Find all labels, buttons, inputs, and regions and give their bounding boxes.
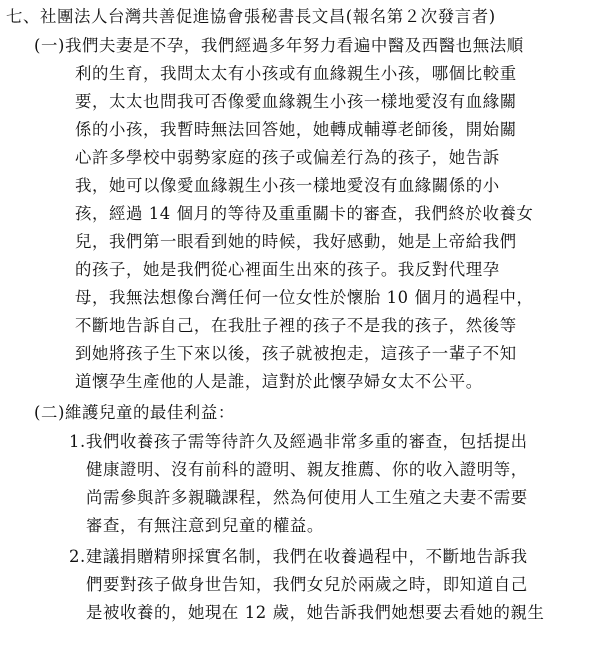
section-1-line-7: 孩，經過 14 個月的等待及重重關卡的審查，我們終於收養女 xyxy=(75,204,534,223)
section-1-line-2: 利的生育，我問太太有小孩或有血緣親生小孩，哪個比較重 xyxy=(75,64,517,83)
section-2-marker: (二) xyxy=(34,403,65,422)
item-2-line-3: 是被收養的，她現在 12 歲，她告訴我們她想要去看她的親生 xyxy=(86,603,545,622)
section-1-line-8: 兒，我們第一眼看到她的時候，我好感動，她是上帝給我們 xyxy=(75,232,517,251)
item-2-number: 2. xyxy=(69,547,86,566)
section-heading: 七、社團法人台灣共善促進協會張秘書長文昌(報名第２次發言者) xyxy=(6,7,496,26)
section-1-line-3: 要，太太也問我可否像愛血緣親生小孩一樣地愛沒有血緣關 xyxy=(75,92,517,111)
section-1-line-10: 母，我無法想像台灣任何一位女性於懷胎 10 個月的過程中， xyxy=(75,288,534,307)
item-1-line-1: 1.我們收養孩子需等待許久及經過非常多重的審查，包括提出 xyxy=(69,432,528,451)
item-1-line-4: 審查，有無注意到兒童的權益。 xyxy=(86,516,324,535)
section-1-line-12: 到她將孩子生下來以後，孩子就被抱走，這孩子一輩子不知 xyxy=(75,344,517,363)
section-1-line-9: 的孩子，她是我們從心裡面生出來的孩子。我反對代理孕 xyxy=(75,260,500,279)
section-1-line-11: 不斷地告訴自己，在我肚子裡的孩子不是我的孩子，然後等 xyxy=(75,316,517,335)
item-2-line-1: 2.建議捐贈精卵採實名制，我們在收養過程中，不斷地告訴我 xyxy=(69,547,528,566)
section-2-title: (二)維護兒童的最佳利益： xyxy=(34,403,235,422)
section-1-marker: (一) xyxy=(34,36,65,55)
section-1-line-1: (一)我們夫妻是不孕，我們經過多年努力看遍中醫及西醫也無法順 xyxy=(34,36,524,55)
section-1-line-5: 心許多學校中弱勢家庭的孩子或偏差行為的孩子，她告訴 xyxy=(75,148,500,167)
item-2-line-2: 們要對孩子做身世告知，我們女兒於兩歲之時，即知道自己 xyxy=(86,575,528,594)
section-1-line-13: 道懷孕生產他的人是誰，這對於此懷孕婦女太不公平。 xyxy=(75,372,483,391)
item-1-line-3: 尚需參與許多親職課程，然為何使用人工生殖之夫妻不需要 xyxy=(86,488,528,507)
section-1-line-4: 係的小孩，我暫時無法回答她，她轉成輔導老師後，開始關 xyxy=(75,120,517,139)
item-1-number: 1. xyxy=(69,432,86,451)
section-1-line-6: 我，她可以像愛血緣親生小孩一樣地愛沒有血緣關係的小 xyxy=(75,176,500,195)
item-1-line-2: 健康證明、沒有前科的證明、親友推薦、你的收入證明等， xyxy=(86,460,528,479)
